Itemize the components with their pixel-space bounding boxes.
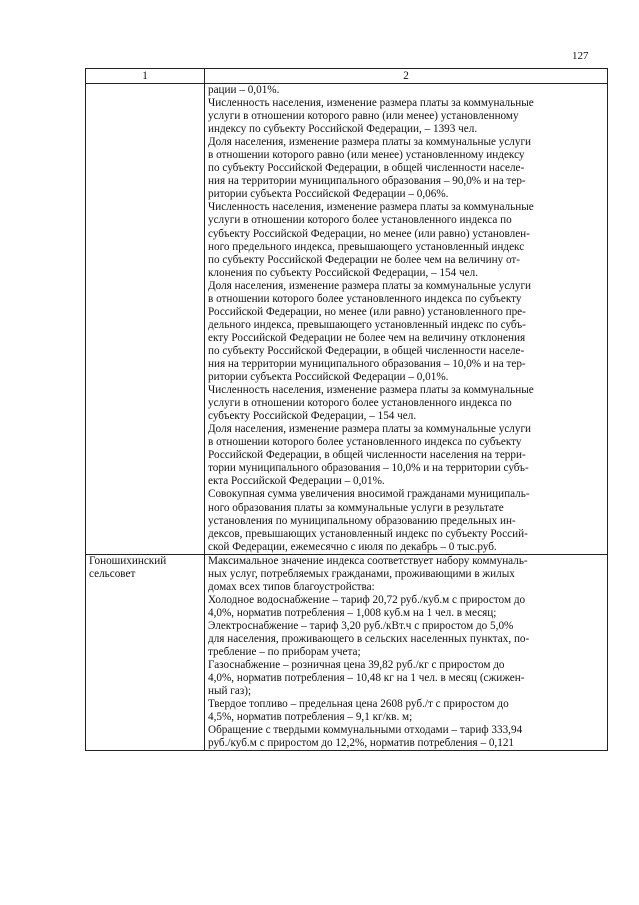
header-col-2: 2	[205, 69, 608, 84]
text-line: ния на территории муниципального образования – 90,0% и на тер-	[208, 175, 526, 188]
text-line: Доля населения, изменение размера платы за коммунальные услуги	[208, 136, 532, 149]
text-line: Газоснабжение – розничная цена 39,82 руб./кг с приростом до	[208, 659, 505, 672]
text-line: для населения, проживающего в сельских населенных пунктах, по-	[208, 632, 530, 645]
text-line: индексу по субъекту Российской Федерации, – 1393 чел.	[208, 123, 478, 136]
text-line: Совокупная сумма увеличения вносимой гражданами муниципаль-	[208, 488, 530, 501]
text-line: Численность населения, изменение размера платы за коммунальные	[208, 384, 534, 397]
text-line: субъекту Российской Федерации, но менее (или равно) установлен-	[208, 227, 530, 240]
text-line: в отношении которого более установленного индекса по субъекту	[208, 292, 522, 305]
text-line: клонения по субъекту Российской Федерации, – 154 чел.	[208, 266, 479, 279]
text-line: ных услуг, потребляемых гражданами, проживающими в жилых	[208, 567, 515, 580]
text-line: 4,5%, норматив потребления – 9,1 кг/кв. м;	[208, 711, 413, 724]
municipality-cell-empty	[86, 84, 205, 555]
description-lines	[208, 84, 604, 554]
text-line: Обращение с твердыми коммунальными отходами – тариф 333,94	[208, 724, 523, 737]
text-line: 4,0%, норматив потребления – 1,008 куб.м на 1 чел. в месяц;	[208, 606, 497, 619]
description-cell	[205, 554, 608, 751]
text-line: екта Российской Федерации – 0,01%.	[208, 475, 385, 488]
table-row	[86, 84, 608, 555]
text-line: по субъекту Российской Федерации, в общей численности населе-	[208, 344, 525, 357]
municipality-name: Гоношихинский	[89, 554, 167, 567]
text-line: ния на территории муниципального образования – 10,0% и на тер-	[208, 357, 526, 370]
municipality-type: сельсовет	[89, 567, 136, 580]
text-line: Численность населения, изменение размера платы за коммунальные	[208, 97, 534, 110]
text-line: ного образования платы за коммунальные услуги в результате	[208, 501, 504, 514]
text-line: дельного индекса, превышающего установленный индекс по субъ-	[208, 318, 526, 331]
text-line: руб./куб.м с приростом до 12,2%, норматив потребления – 0,121	[208, 737, 515, 750]
text-line: Российской Федерации, но менее (или равно) установленного пре-	[208, 305, 526, 318]
description-lines	[208, 555, 604, 751]
text-line: Твердое топливо – предельная цена 2608 руб./т с приростом до	[208, 698, 509, 711]
text-line: домах всех типов благоустройства:	[208, 580, 375, 593]
text-line: Электроснабжение – тариф 3,20 руб./кВт.ч с приростом до 5,0%	[208, 619, 514, 632]
text-line: ской Федерации, ежемесячно с июля по декабрь – 0 тыс.руб.	[208, 540, 497, 553]
description-cell	[205, 84, 608, 555]
text-line: дексов, превышающих установленный индекс по субъекту Россий-	[208, 527, 528, 540]
text-line: в отношении которого равно (или менее) установленному индексу	[208, 149, 525, 162]
text-line: тории муниципального образования – 10,0% и на территории субъ-	[208, 462, 529, 475]
text-line: ный газ);	[208, 685, 252, 698]
text-line: субъекту Российской Федерации, – 154 чел.	[208, 410, 417, 423]
municipality-cell	[86, 554, 205, 751]
text-line: Доля населения, изменение размера платы за коммунальные услуги	[208, 279, 532, 292]
text-line: рации – 0,01%.	[208, 84, 280, 96]
text-line: екту Российской Федерации не более чем на величину отклонения	[208, 331, 526, 344]
text-line: ритории субъекта Российской Федерации – 0,01%.	[208, 371, 449, 384]
data-table	[85, 68, 608, 751]
text-line: Численность населения, изменение размера платы за коммунальные	[208, 201, 534, 214]
table-row	[86, 554, 608, 751]
text-line: ритории субъекта Российской Федерации – 0,06%.	[208, 188, 449, 201]
text-line: Российской Федерации, в общей численности населения на терри-	[208, 449, 526, 462]
text-line: 4,0%, норматив потребления – 10,48 кг на 1 чел. в месяц (сжижен-	[208, 672, 525, 685]
text-line: по субъекту Российской Федерации, в общей численности населе-	[208, 162, 525, 175]
header-col-1: 1	[86, 69, 205, 84]
text-line: в отношении которого более установленного индекса по субъекту	[208, 436, 522, 449]
text-line: Доля населения, изменение размера платы за коммунальные услуги	[208, 423, 532, 436]
text-line: услуги в отношении которого более установленного индекса по	[208, 214, 512, 227]
text-line: Холодное водоснабжение – тариф 20,72 руб./куб.м с приростом до	[208, 593, 526, 606]
text-line: требление – по приборам учета;	[208, 646, 361, 659]
text-line: услуги в отношении которого равно (или менее) установленному	[208, 110, 519, 123]
page-number: 127	[572, 50, 589, 62]
text-line: услуги в отношении которого более установленного индекса по	[208, 397, 512, 410]
text-line: Максимальное значение индекса соответствует набору коммуналь-	[208, 554, 528, 567]
text-line: установления по муниципальному образованию предельных ин-	[208, 514, 516, 527]
table-header-row	[86, 69, 608, 84]
text-line: по субъекту Российской Федерации не более чем на величину от-	[208, 253, 521, 266]
text-line: ного предельного индекса, превышающего установленный индекс	[208, 240, 525, 253]
